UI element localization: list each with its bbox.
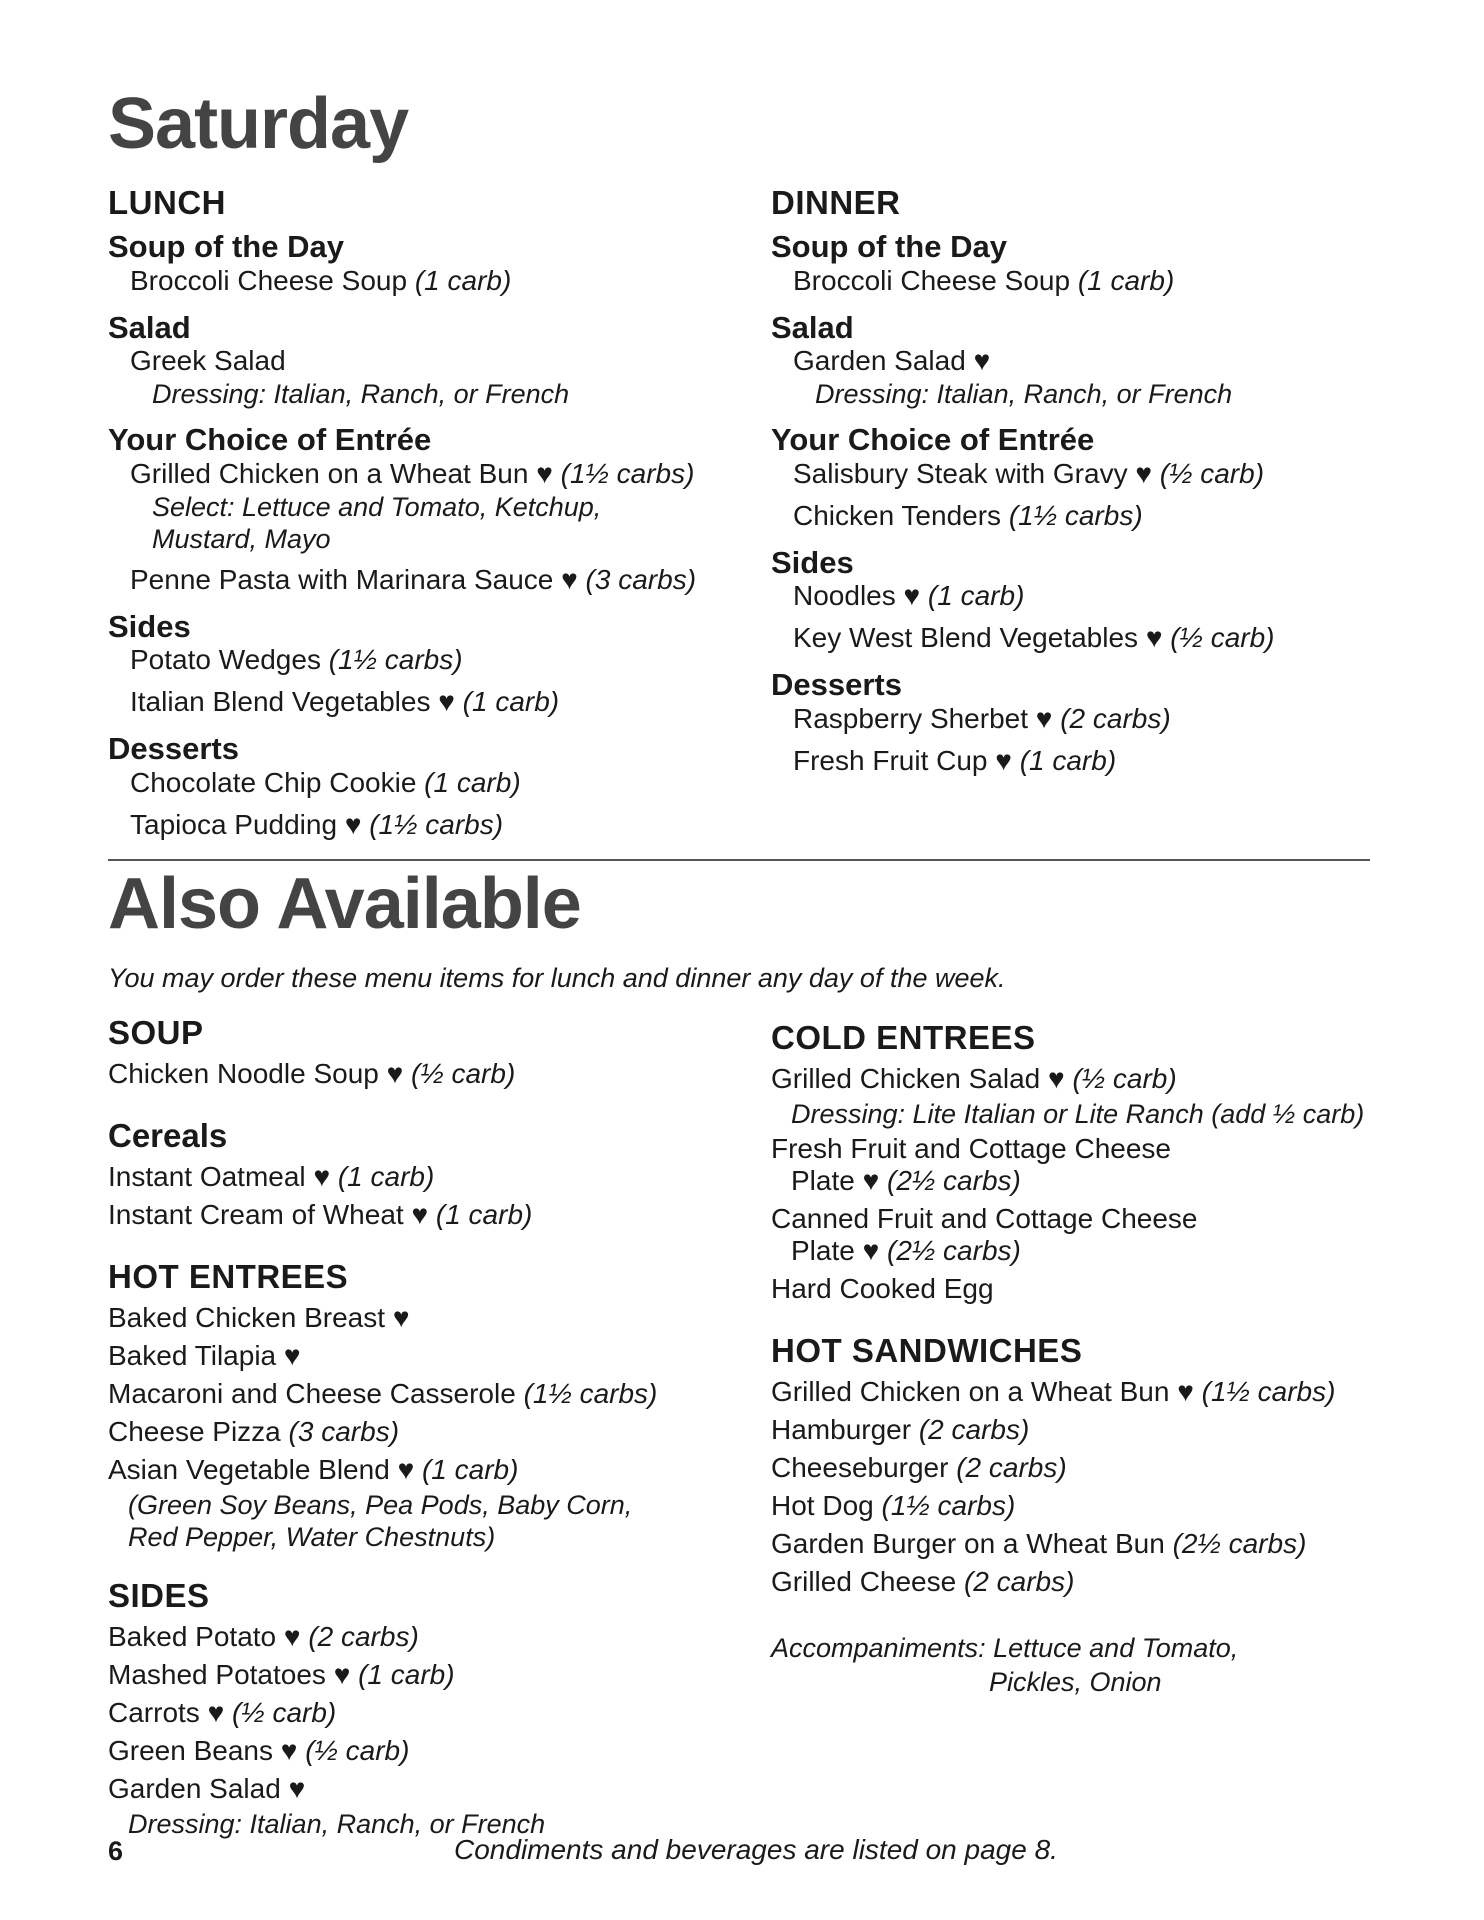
heart-icon: ♥ — [333, 1659, 351, 1690]
item-note: Dressing: Lite Italian or Lite Ranch (add ½ carb) — [791, 1099, 1365, 1129]
heart-icon: ♥ — [344, 808, 362, 840]
heart-icon: ♥ — [283, 1340, 301, 1371]
menu-item: Instant Oatmeal ♥ (1 carb) — [108, 1161, 435, 1192]
menu-item: Baked Tilapia ♥ — [108, 1340, 301, 1371]
also-available-left — [108, 1016, 728, 1840]
soup-heading: SOUP — [108, 1014, 204, 1051]
heart-icon: ♥ — [1135, 457, 1152, 489]
menu-item: Baked Chicken Breast ♥ — [108, 1302, 410, 1333]
page-title: Saturday — [108, 84, 409, 164]
menu-item: Fresh Fruit Cup ♥ (1 carb) — [793, 744, 1117, 776]
menu-item: Cheese Pizza (3 carbs) — [108, 1416, 400, 1447]
menu-item: Hamburger (2 carbs) — [771, 1414, 1030, 1445]
menu-item: Mashed Potatoes ♥ (1 carb) — [108, 1659, 455, 1690]
lunch-section — [108, 186, 728, 842]
menu-item: Broccoli Cheese Soup (1 carb) — [793, 264, 1175, 296]
menu-item: Macaroni and Cheese Casserole (1½ carbs) — [108, 1378, 658, 1409]
accompaniments-line: Accompaniments: Lettuce and Tomato, — [771, 1633, 1239, 1663]
menu-item: Key West Blend Vegetables ♥ (½ carb) — [793, 622, 1275, 654]
also-available-intro: You may order these menu items for lunch and dinner any day of the week. — [108, 963, 1006, 993]
menu-item: Cheeseburger (2 carbs) — [771, 1452, 1067, 1483]
menu-item: Noodles ♥ (1 carb) — [793, 580, 1025, 612]
heart-icon: ♥ — [1035, 702, 1053, 734]
menu-item: Grilled Cheese (2 carbs) — [771, 1566, 1075, 1597]
accompaniments-line: Pickles, Onion — [989, 1667, 1162, 1697]
menu-item: Salisbury Steak with Gravy ♥ (½ carb) — [793, 457, 1265, 489]
also-available-title: Also Available — [108, 864, 581, 944]
menu-item-continued: Plate ♥ (2½ carbs) — [791, 1235, 1021, 1266]
menu-item: Broccoli Cheese Soup (1 carb) — [130, 264, 512, 296]
lunch-heading: LUNCH — [108, 184, 226, 221]
heart-icon: ♥ — [973, 345, 991, 377]
hot-entrees-heading: HOT ENTREES — [108, 1258, 349, 1295]
menu-item: Penne Pasta with Marinara Sauce ♥ (3 carbs) — [130, 563, 697, 595]
category-heading: Sides — [771, 544, 854, 580]
heart-icon: ♥ — [397, 1454, 415, 1485]
heart-icon: ♥ — [392, 1302, 410, 1333]
category-heading: Desserts — [108, 731, 239, 767]
heart-icon: ♥ — [1145, 622, 1163, 654]
menu-item: Fresh Fruit and Cottage Cheese — [771, 1133, 1171, 1164]
menu-item-continued: Plate ♥ (2½ carbs) — [791, 1165, 1021, 1196]
menu-item: Chicken Noodle Soup ♥ (½ carb) — [108, 1058, 516, 1089]
item-note: Mustard, Mayo — [152, 523, 331, 554]
item-note: Dressing: Italian, Ranch, or French — [815, 379, 1233, 410]
category-heading: Salad — [108, 309, 191, 345]
heart-icon: ♥ — [536, 457, 553, 489]
heart-icon: ♥ — [280, 1735, 298, 1766]
footer-note: Condiments and beverages are listed on page 8. — [454, 1834, 1058, 1865]
dinner-section — [771, 186, 1391, 778]
menu-item: Grilled Chicken on a Wheat Bun ♥ (1½ carbs) — [771, 1376, 1336, 1407]
hot-sandwiches-heading: HOT SANDWICHES — [771, 1332, 1083, 1369]
menu-item: Tapioca Pudding ♥ (1½ carbs) — [130, 808, 504, 840]
dinner-heading: DINNER — [771, 184, 901, 221]
heart-icon: ♥ — [288, 1773, 306, 1804]
item-note: (Green Soy Beans, Pea Pods, Baby Corn, — [128, 1490, 633, 1520]
heart-icon: ♥ — [207, 1697, 225, 1728]
item-note: Red Pepper, Water Chestnuts) — [128, 1522, 496, 1552]
category-heading: Salad — [771, 309, 854, 345]
heart-icon: ♥ — [313, 1161, 331, 1192]
section-divider — [108, 859, 1370, 861]
menu-item: Garden Burger on a Wheat Bun (2½ carbs) — [771, 1528, 1307, 1559]
menu-item: Carrots ♥ (½ carb) — [108, 1697, 337, 1728]
menu-item: Baked Potato ♥ (2 carbs) — [108, 1621, 419, 1652]
cereals-heading: Cereals — [108, 1117, 228, 1154]
menu-item: Chocolate Chip Cookie (1 carb) — [130, 766, 521, 798]
menu-item: Garden Salad ♥ — [793, 345, 991, 377]
page-number: 6 — [108, 1836, 124, 1866]
heart-icon: ♥ — [862, 1165, 880, 1196]
menu-item: Garden Salad ♥ — [108, 1773, 306, 1804]
heart-icon: ♥ — [386, 1058, 404, 1089]
heart-icon: ♥ — [283, 1621, 301, 1652]
menu-item: Hard Cooked Egg — [771, 1273, 994, 1304]
item-note: Dressing: Italian, Ranch, or French — [128, 1809, 546, 1839]
heart-icon: ♥ — [561, 563, 578, 595]
category-heading: Desserts — [771, 667, 902, 703]
menu-item: Asian Vegetable Blend ♥ (1 carb) — [108, 1454, 519, 1485]
category-heading: Your Choice of Entrée — [108, 422, 432, 458]
heart-icon: ♥ — [1177, 1376, 1194, 1407]
menu-item: Instant Cream of Wheat ♥ (1 carb) — [108, 1199, 533, 1230]
category-heading: Sides — [108, 608, 191, 644]
menu-item: Grilled Chicken on a Wheat Bun ♥ (1½ carbs) — [130, 457, 695, 489]
heart-icon: ♥ — [862, 1235, 880, 1266]
menu-item: Potato Wedges (1½ carbs) — [130, 644, 463, 676]
cold-entrees-heading: COLD ENTREES — [771, 1019, 1036, 1056]
heart-icon: ♥ — [411, 1199, 429, 1230]
menu-item: Chicken Tenders (1½ carbs) — [793, 499, 1143, 531]
heart-icon: ♥ — [1048, 1063, 1065, 1094]
heart-icon: ♥ — [903, 580, 921, 612]
also-available-right — [771, 1021, 1391, 1699]
category-heading: Your Choice of Entrée — [771, 422, 1095, 458]
menu-item: Raspberry Sherbet ♥ (2 carbs) — [793, 702, 1171, 734]
menu-item: Canned Fruit and Cottage Cheese — [771, 1203, 1198, 1234]
category-heading: Soup of the Day — [108, 229, 344, 264]
menu-item: Greek Salad — [130, 345, 286, 377]
menu-item: Italian Blend Vegetables ♥ (1 carb) — [130, 686, 560, 718]
menu-item: Green Beans ♥ (½ carb) — [108, 1735, 410, 1766]
item-note: Dressing: Italian, Ranch, or French — [152, 379, 570, 410]
menu-item: Hot Dog (1½ carbs) — [771, 1490, 1016, 1521]
item-note: Select: Lettuce and Tomato, Ketchup, — [152, 491, 602, 522]
category-heading: Soup of the Day — [771, 229, 1007, 264]
sides-heading: SIDES — [108, 1577, 210, 1614]
heart-icon: ♥ — [995, 744, 1012, 776]
menu-item: Grilled Chicken Salad ♥ (½ carb) — [771, 1063, 1177, 1094]
heart-icon: ♥ — [438, 686, 455, 718]
